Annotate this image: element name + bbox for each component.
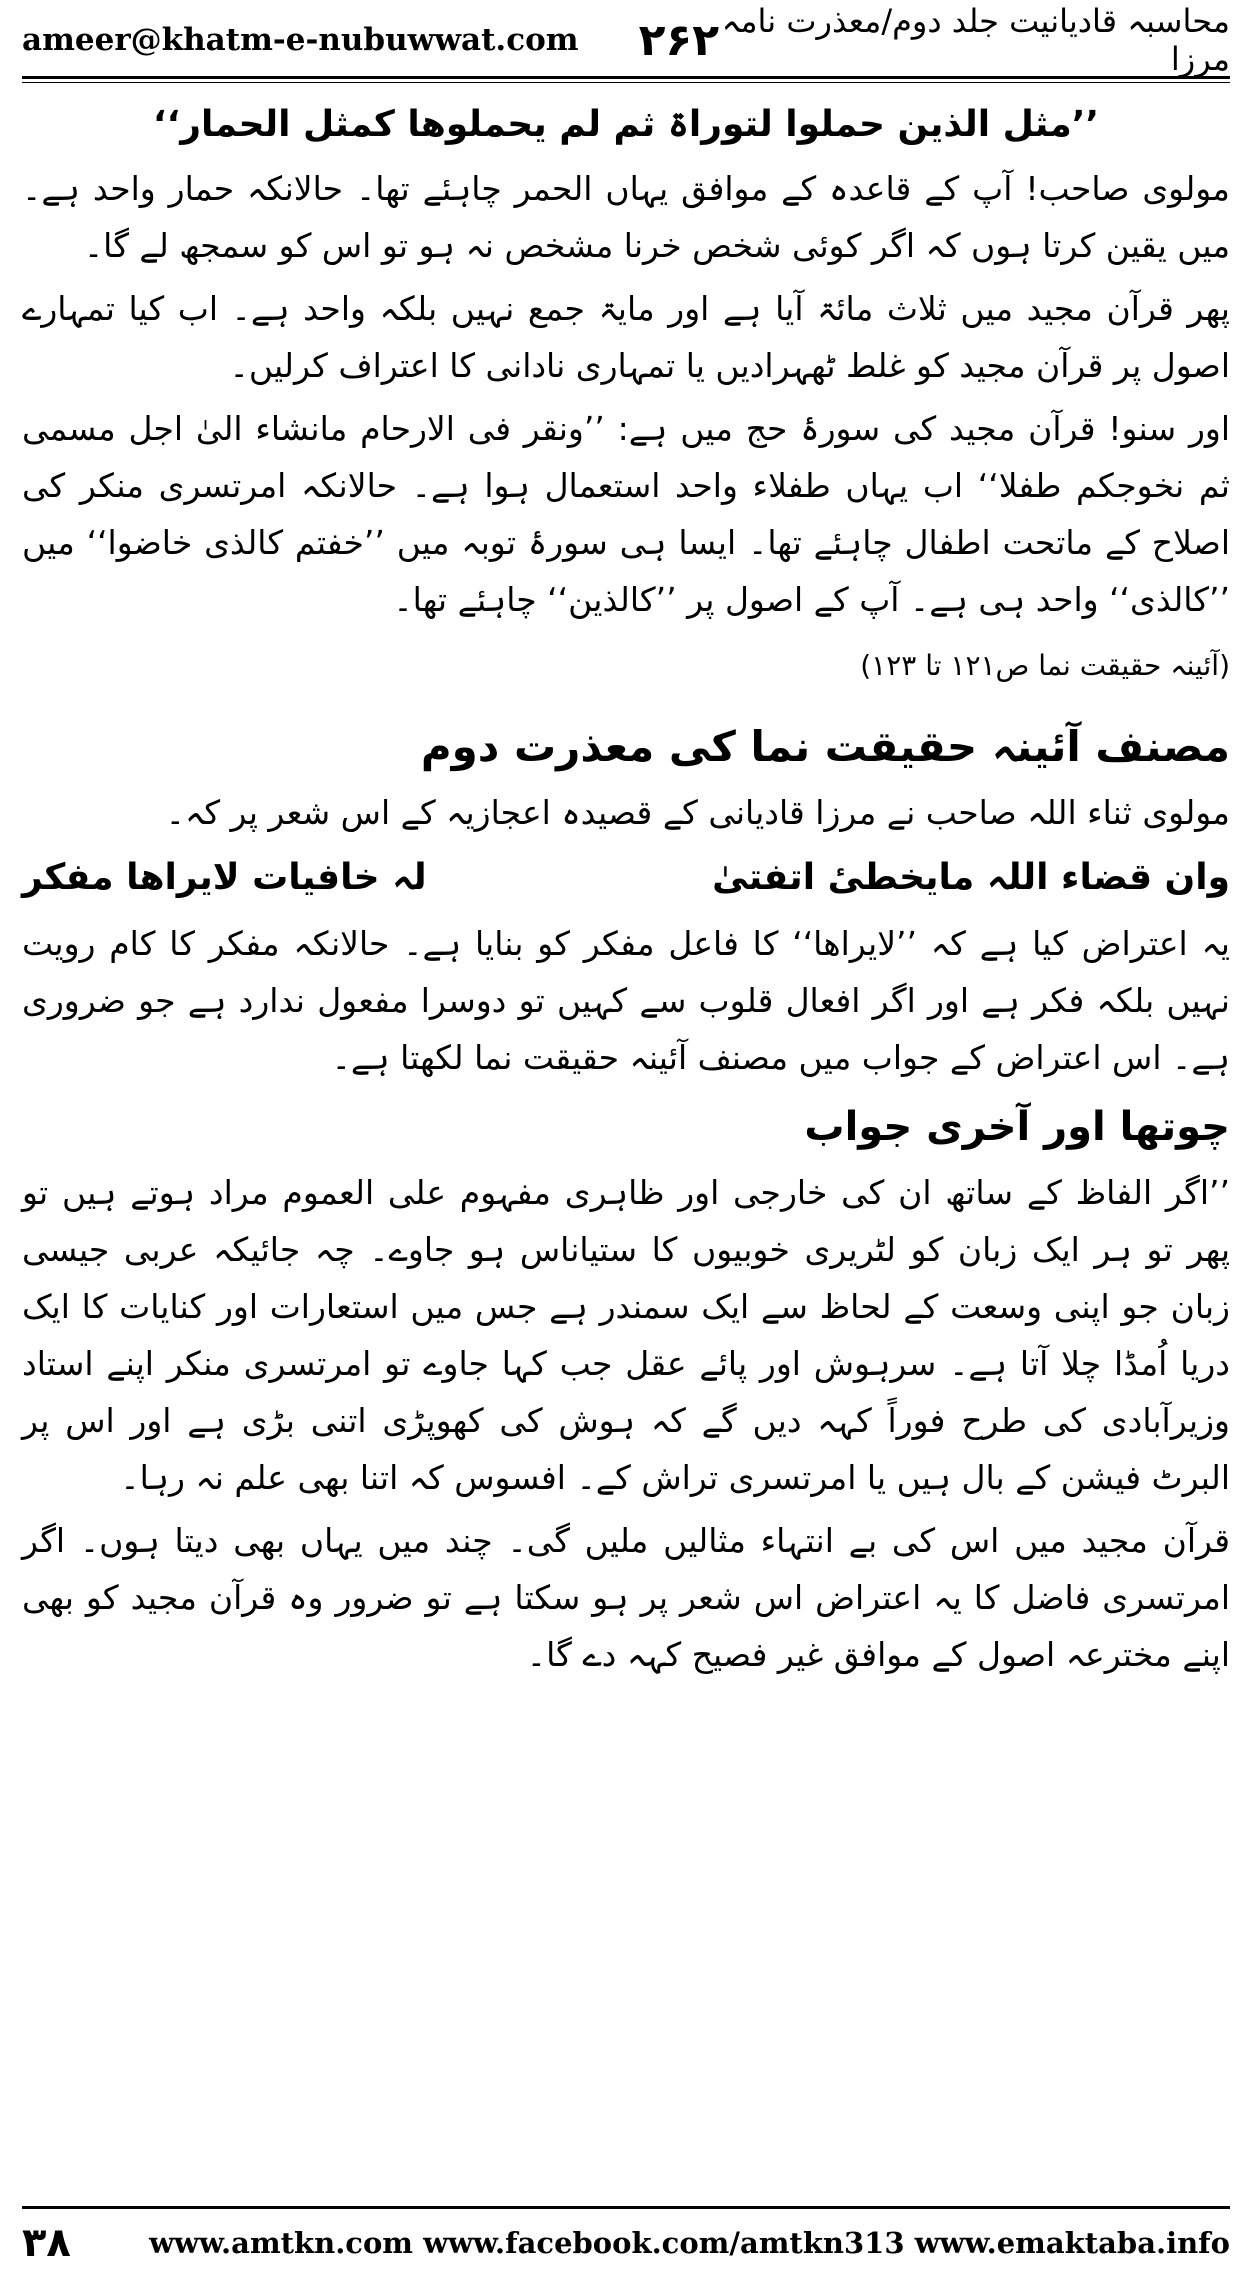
paragraph-4: مولوی ثناء اللہ صاحب نے مرزا قادیانی کے قصیدہ اعجازیہ کے اس شعر پر کہ۔ xyxy=(165,793,1230,832)
paragraph-5: یہ اعتراض کیا ہے کہ ’’لایراھا‘‘ کا فاعل مفکر کو بنایا ہے۔ حالانکہ مفکر کا کام رویت نہیں بلکہ فکر ہے اور اگر افعال قلوب سے کہیں تو دوسرا مفعول ندارد ہے جو ضروری ہے۔ اس اعتراض کے جواب میں مصنف آئینہ حقیقت نما لکھتا ہے۔ xyxy=(22,924,1230,1077)
paragraph-1: مولوی صاحب! آپ کے قاعدہ کے موافق یہاں الحمر چاہئے تھا۔ حالانکہ حمار واحد ہے۔ میں یقین کرتا ہوں کہ اگر کوئی شخص خرنا مشخص نہ ہو تو اس کو سمجھ لے گا۔ xyxy=(22,169,1230,265)
footer-page-number: ۳۸ xyxy=(22,2220,71,2266)
paragraph-7: قرآن مجید میں اس کی بے انتہاء مثالیں ملیں گی۔ چند میں یہاں بھی دیتا ہوں۔ اگر امرتسری فاضل کا یہ اعتراض اس شعر پر ہو سکتا ہے تو ضرور وہ قرآن مجید کو بھی اپنے مخترعہ اصول کے موافق غیر فصیح کہہ دے گا۔ xyxy=(22,1521,1230,1674)
paragraph-6: ’’اگر الفاظ کے ساتھ ان کی خارجی اور ظاہری مفہوم علی العموم مراد ہوتے ہیں تو پھر تو ہر ایک زبان کو لٹریری خوبیوں کا ستیاناس ہو جاوے۔ چہ جائیکہ عربی جیسی زبان جو اپنی وسعت کے لحاظ سے ایک سمندر ہے جس میں استعارات اور کنایات کا ایک دریا اُمڈا چلا آتا ہے۔ سرہوش اور پائے عقل جب کہا جاوے تو امرتسری منکر اپنے استاد وزیرآبادی کی طرح فوراً کہہ دیں گے کہ ہوش کی کھوپڑی اتنی بڑی ہے اور اس پر البرٹ فیشن کے بال ہیں یا امرتسری تراش کے۔ افسوس کہ اتنا بھی علم نہ رہا۔ xyxy=(22,1173,1230,1497)
header-book-title: محاسبہ قادیانیت جلد دوم/معذرت نامہ مرزا xyxy=(721,2,1230,78)
page-footer xyxy=(22,2214,1230,2272)
arabic-verse xyxy=(22,847,1230,909)
footer-urls: www.amtkn.com www.facebook.com/amtkn313 www.emaktaba.info xyxy=(149,2226,1230,2260)
section-heading-2: چوتھا اور آخری جواب xyxy=(804,1104,1230,1150)
paragraph-2: پھر قرآن مجید میں ثلاث مائۃ آیا ہے اور مایۃ جمع نہیں بلکہ واحد ہے۔ اب کیا تمہارے اصول پر قرآن مجید کو غلط ٹھہرادیں یا تمہاری نادانی کا اعتراف کرلیں۔ xyxy=(22,289,1230,385)
header-rule xyxy=(22,76,1230,79)
header-page-number: ۲۶۲ xyxy=(638,14,720,66)
paragraph-3: اور سنو! قرآن مجید کی سورۂ حج میں ہے: ’’ونقر فی الارحام مانشاء الیٰ اجل مسمی ثم نخوجکم طفلا‘‘ اب یہاں طفلاء واحد استعمال ہوا ہے۔ حالانکہ امرتسری منکر کی اصلاح کے ماتحت اطفال چاہئے تھا۔ ایسا ہی سورۂ توبہ میں ’’خفتم کالذی خاضوا‘‘ میں ’’کالذی‘‘ واحد ہی ہے۔ آپ کے اصول پر ’’کالذین‘‘ چاہئے تھا۔ xyxy=(22,409,1230,619)
reference-citation: (آئینہ حقیقت نما ص۱۲۱ تا ۱۲۳) xyxy=(860,649,1230,682)
document-page xyxy=(22,0,1230,2280)
page-header xyxy=(22,2,1230,78)
page-body xyxy=(22,92,1230,1689)
header-email: ameer@khatm-e-nubuwwat.com xyxy=(22,22,579,58)
header-rule-thin xyxy=(22,82,1230,83)
footer-rule xyxy=(22,2206,1230,2209)
arabic-quote: ’’مثل الذین حملوا لتوراۃ ثم لم یحملوھا کمثل الحمار‘‘ xyxy=(152,104,1100,145)
verse-second-half: لہ خافیات لایراھا مفکر xyxy=(22,857,427,898)
verse-first-half: وان قضاء اللہ مایخطیٔ اتفتیٰ xyxy=(712,857,1230,898)
section-heading-1: مصنف آئینہ حقیقت نما کی معذرت دوم xyxy=(420,722,1230,771)
